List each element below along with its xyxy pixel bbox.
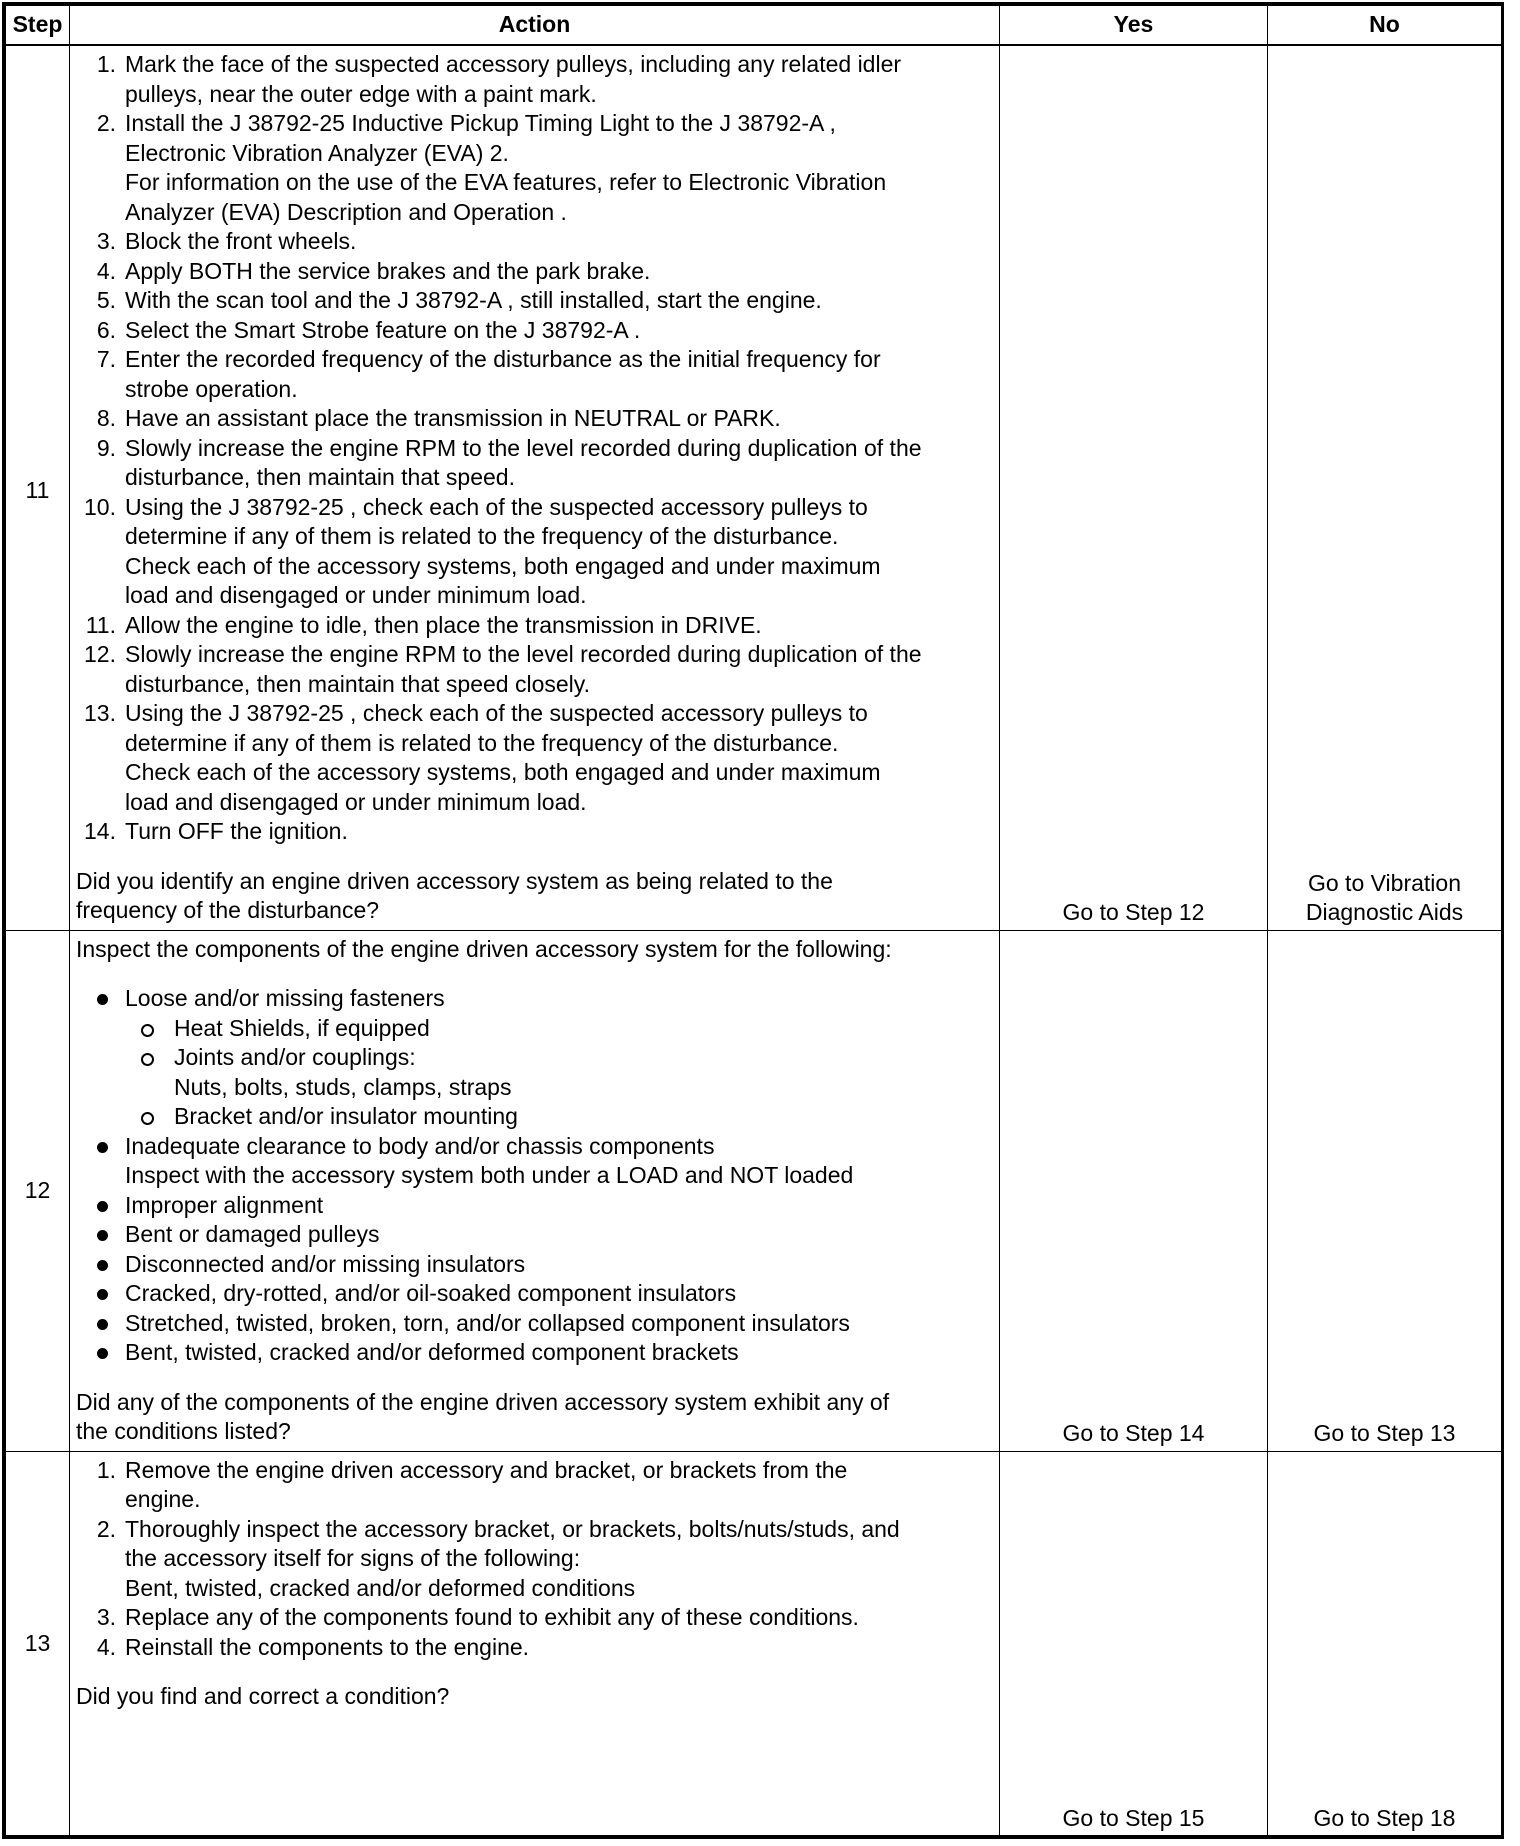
step-text [125,345,991,404]
step-text-line: Mark the face of the suspected accessory pulleys, including any related idler [125,51,902,77]
result-text-line: Go to Step 18 [1313,1804,1456,1831]
step-text-line: load and disengaged or under minimum load. [125,582,587,608]
step-text [125,493,991,611]
bullet-text: Bent, twisted, cracked and/or deformed component brackets [125,1339,739,1365]
numbered-step [76,109,991,227]
bullet-item [76,1309,991,1339]
no-result [1268,45,1502,930]
step-text-line: determine if any of them is related to the frequency of the disturbance. [125,523,839,549]
yes-result [1000,1451,1268,1836]
yes-result [1000,930,1268,1451]
spacer [76,847,991,867]
step-text-line: Thoroughly inspect the accessory bracket, or brackets, bolts/nuts/studs, and [125,1515,900,1542]
step-text-line: strobe operation. [125,375,298,402]
step-index: 9. [96,434,116,461]
numbered-step [76,257,991,287]
step-text [125,611,991,641]
step-text-line: Using the J 38792-25 , check each of the suspected accessory pulleys to [125,493,868,520]
step-text [125,434,991,493]
result-text-line: Diagnostic Aids [1305,899,1464,925]
numbered-step [76,1633,991,1663]
step-text-line: Allow the engine to idle, then place the transmission in DRIVE. [125,611,762,638]
step-text [125,50,991,109]
step-text [125,286,991,316]
step-text-line: the accessory itself for signs of the following: [125,1545,581,1571]
bullet-text: Disconnected and/or missing insulators [125,1250,526,1277]
step-text-line: Analyzer (EVA) Description and Operation . [125,198,567,225]
bullet-item [76,1250,991,1280]
numbered-step [76,434,991,493]
step-number: 11 [6,45,70,930]
step-text-line: Slowly increase the engine RPM to the level recorded during duplication of the [125,641,922,667]
intro-text: Inspect the components of the engine driven accessory system for the following: [76,935,892,962]
numbered-step [76,640,991,699]
bullet-text: Cracked, dry-rotted, and/or oil-soaked component insulators [125,1280,737,1306]
step-text-line: engine. [125,1486,201,1512]
step-number: 13 [6,1451,70,1836]
step-text-line: load and disengaged or under minimum load. [125,788,587,815]
step-index: 6. [96,316,116,343]
no-result [1268,930,1502,1451]
step-text-line: Remove the engine driven accessory and bracket, or brackets from the [125,1456,848,1483]
step-index: 8. [96,405,116,431]
numbered-step [76,50,991,109]
step-text-line: disturbance, then maintain that speed closely. [125,670,590,697]
numbered-step [76,611,991,641]
sub-bullet-item [76,1014,991,1044]
step-text-line: With the scan tool and the J 38792-A , still installed, start the engine. [125,287,822,313]
step-row-12 [6,930,1502,1451]
spacer [76,1368,991,1388]
sub-bullet-text: Bracket and/or insulator mounting [174,1103,518,1129]
step-text [125,1515,991,1604]
step-text [125,699,991,817]
diagnostic-table-sheet [2,2,1504,1839]
diagnostic-table [5,5,1502,1836]
sub-bullet-text: Joints and/or couplings: [174,1044,416,1070]
sub-bullet-item [76,1102,991,1132]
result-text-line: Go to Step 13 [1313,1420,1456,1446]
bullet-item [76,1220,991,1250]
step-text [125,109,991,227]
step-text [125,316,991,346]
step-row-11 [6,45,1502,930]
sub-bullet-item [76,1043,991,1073]
numbered-step [76,404,991,434]
step-text [125,1456,991,1515]
numbered-step [76,286,991,316]
step-index: 12. [84,641,116,667]
step-index: 10. [84,493,116,520]
result-text-line: Go to Step 15 [1062,1804,1205,1831]
bullet-text: Improper alignment [125,1191,324,1218]
step-text-line: Slowly increase the engine RPM to the level recorded during duplication of the [125,434,922,461]
bullet-item [76,1191,991,1221]
bullet-text: Stretched, twisted, broken, torn, and/or collapsed component insulators [125,1309,850,1336]
action-cell [70,45,1000,930]
step-index: 13. [84,700,116,726]
numbered-step [76,345,991,404]
numbered-step [76,316,991,346]
step-text-line: For information on the use of the EVA features, refer to Electronic Vibration [125,169,887,195]
step-text-line: Using the J 38792-25 , check each of the suspected accessory pulleys to [125,700,868,726]
step-text-line: Apply BOTH the service brakes and the park brake. [125,257,651,284]
question-line: Did you identify an engine driven accessory system as being related to the [76,867,833,894]
step-index: 2. [96,110,116,136]
bullet-text: Loose and/or missing fasteners [125,985,445,1011]
step-text [125,1633,991,1663]
step-index: 4. [96,257,116,284]
step-text [125,1603,991,1633]
header-no: No [1268,6,1502,46]
step-index: 2. [96,1515,116,1542]
step-index: 7. [96,346,116,372]
step-text [125,817,991,847]
bullet-text-continued: Inspect with the accessory system both under a LOAD and NOT loaded [125,1162,854,1188]
step-text [125,257,991,287]
result-text-line: Go to Step 14 [1062,1420,1205,1446]
numbered-step [76,699,991,817]
step-text-line: determine if any of them is related to the frequency of the disturbance. [125,729,839,756]
header-step: Step [6,6,70,46]
step-index: 5. [96,287,116,313]
no-result [1268,1451,1502,1836]
step-text-line: Have an assistant place the transmission in NEUTRAL or PARK. [125,405,781,431]
header-yes: Yes [1000,6,1268,46]
result-text-line: Go to Vibration [1307,869,1461,896]
spacer [76,964,991,984]
bullet-item [76,984,991,1014]
step-text-line: pulleys, near the outer edge with a paint mark. [125,80,597,107]
step-number: 12 [6,930,70,1451]
step-text [125,404,991,434]
action-cell [70,1451,1000,1836]
step-text-line: Select the Smart Strobe feature on the J 38792-A . [125,316,641,343]
step-index: 3. [96,228,116,254]
result-text-line: Go to Step 12 [1062,899,1205,925]
step-text-line: Enter the recorded frequency of the disturbance as the initial frequency for [125,346,881,372]
step-text-line: Turn OFF the ignition. [125,818,348,844]
sub-bullet-text: Heat Shields, if equipped [174,1014,430,1041]
step-index: 3. [96,1604,116,1630]
step-text-line: Electronic Vibration Analyzer (EVA) 2. [125,139,509,166]
step-text-line: disturbance, then maintain that speed. [125,464,515,490]
numbered-step [76,817,991,847]
step-text-line: Check each of the accessory systems, both engaged and under maximum [125,759,881,785]
question-line: frequency of the disturbance? [76,897,380,923]
numbered-step [76,227,991,257]
question-line: the conditions listed? [76,1418,291,1444]
bullet-item [76,1132,991,1162]
step-text-line: Bent, twisted, cracked and/or deformed conditions [125,1574,636,1601]
question-line: Did you find and correct a condition? [76,1683,450,1709]
header-row [6,6,1502,46]
step-text-line: Replace any of the components found to exhibit any of these conditions. [125,1604,859,1630]
numbered-step [76,1456,991,1515]
step-text-line: Block the front wheels. [125,228,357,254]
numbered-step [76,1603,991,1633]
step-index: 14. [84,818,116,844]
step-text-line: Install the J 38792-25 Inductive Pickup Timing Light to the J 38792-A , [125,110,836,136]
numbered-step [76,1515,991,1604]
step-text [125,227,991,257]
step-text-line: Check each of the accessory systems, both engaged and under maximum [125,552,881,579]
step-index: 4. [96,1633,116,1660]
numbered-step [76,493,991,611]
step-index: 1. [96,1456,116,1483]
step-row-13 [6,1451,1502,1836]
step-index: 1. [96,51,116,77]
step-index: 11. [85,611,116,638]
header-action: Action [70,6,1000,46]
action-cell [70,930,1000,1451]
yes-result [1000,45,1268,930]
bullet-text: Bent or damaged pulleys [125,1221,380,1247]
bullet-item [76,1338,991,1368]
question-line: Did any of the components of the engine driven accessory system exhibit any of [76,1388,890,1415]
bullet-item [76,1279,991,1309]
spacer [76,1662,991,1682]
step-text [125,640,991,699]
step-text-line: Reinstall the components to the engine. [125,1633,530,1660]
sub-bullet-text-continued: Nuts, bolts, studs, clamps, straps [174,1073,512,1100]
bullet-text: Inadequate clearance to body and/or chassis components [125,1132,715,1159]
